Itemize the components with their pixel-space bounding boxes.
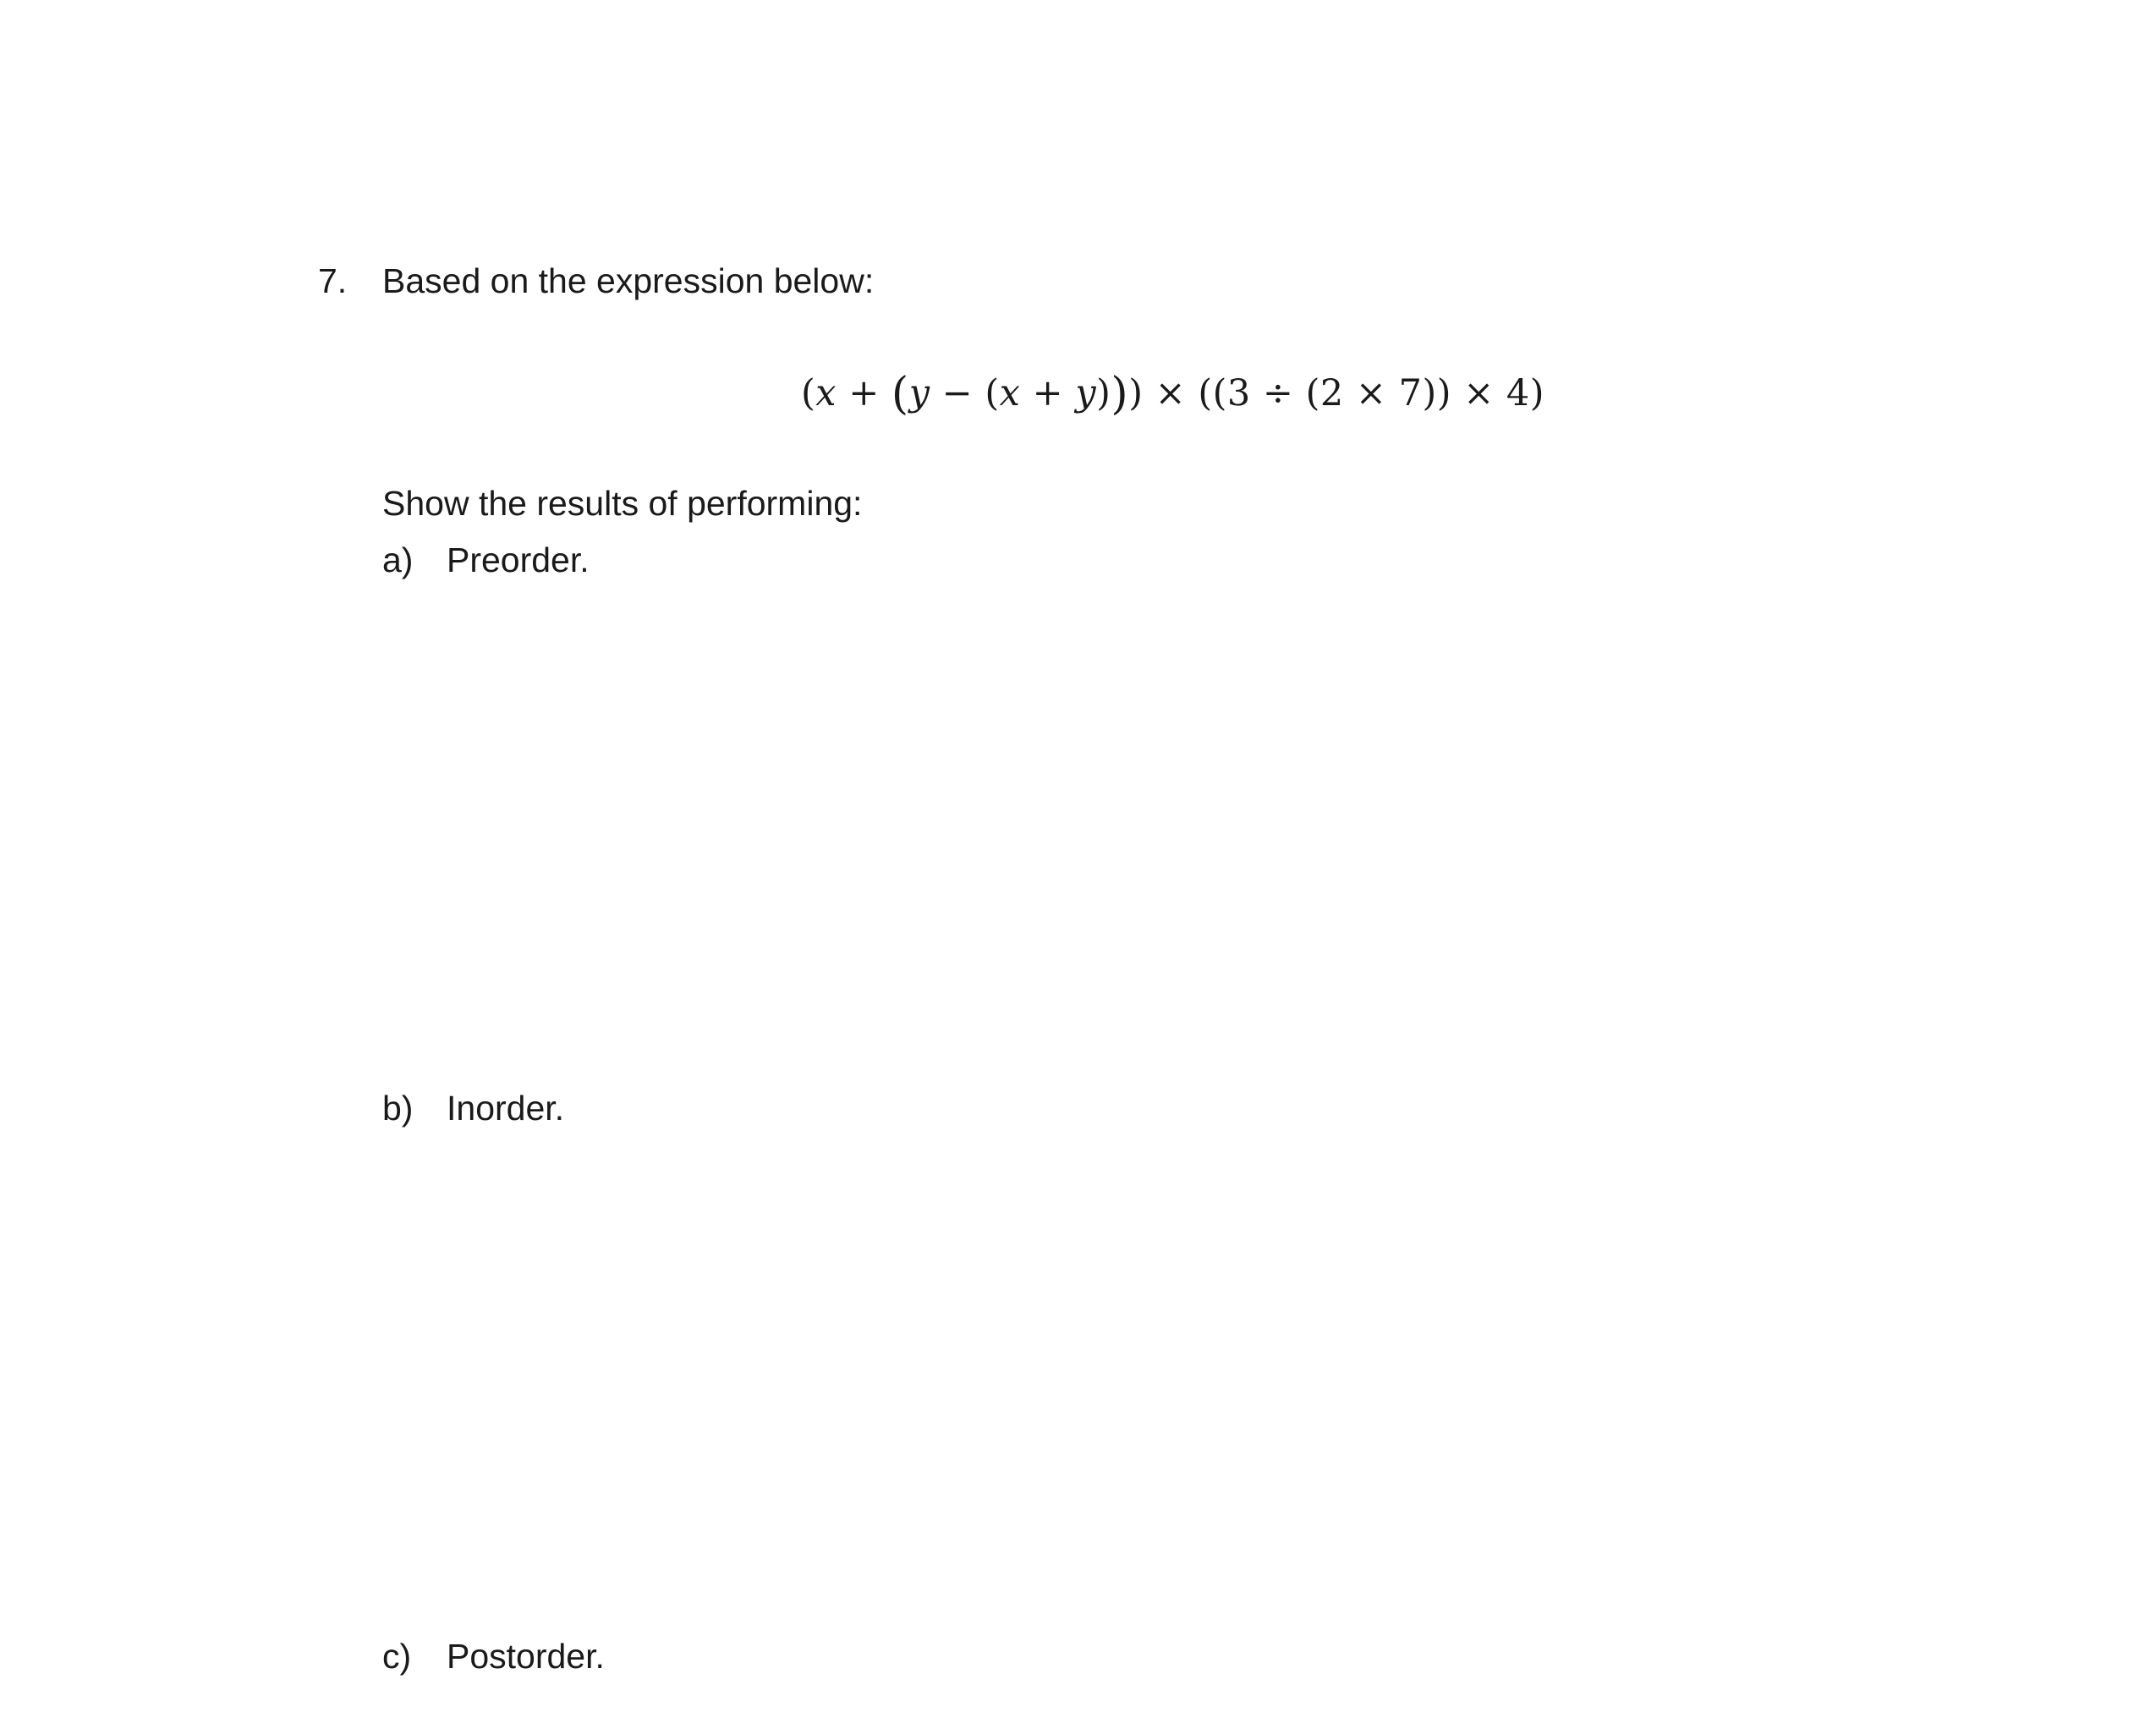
paren: ( bbox=[985, 372, 1000, 414]
part-b bbox=[382, 1091, 564, 1126]
part-text: Inorder. bbox=[447, 1089, 565, 1128]
paren-big: ) bbox=[1111, 369, 1129, 420]
var-y: y bbox=[1075, 372, 1097, 414]
part-label: c) bbox=[382, 1637, 412, 1676]
paren: ) bbox=[1096, 372, 1111, 414]
question-prompt: Based on the expression below: bbox=[382, 261, 875, 300]
paren: ( bbox=[801, 372, 816, 414]
part-a bbox=[382, 540, 590, 579]
part-label: a) bbox=[382, 540, 414, 579]
operator-plus: + bbox=[1020, 372, 1076, 414]
paren-big: ( bbox=[891, 369, 909, 420]
paren: ) bbox=[1128, 372, 1144, 414]
operator-minus: − bbox=[930, 372, 985, 414]
part-text: Preorder. bbox=[447, 540, 590, 579]
var-x: x bbox=[815, 372, 837, 414]
part-c bbox=[382, 1639, 605, 1674]
var-y: y bbox=[908, 372, 930, 414]
instruction-text: Show the results of performing: bbox=[382, 484, 863, 523]
math-expression bbox=[801, 369, 1545, 420]
part-text: Postorder. bbox=[447, 1637, 605, 1676]
var-x: x bbox=[999, 372, 1021, 414]
part-label: b) bbox=[382, 1089, 414, 1128]
expression-rest: × ((3 ÷ (2 × 7)) × 4) bbox=[1143, 372, 1545, 414]
question-number: 7. bbox=[318, 261, 348, 300]
operator-plus: + bbox=[837, 372, 891, 414]
